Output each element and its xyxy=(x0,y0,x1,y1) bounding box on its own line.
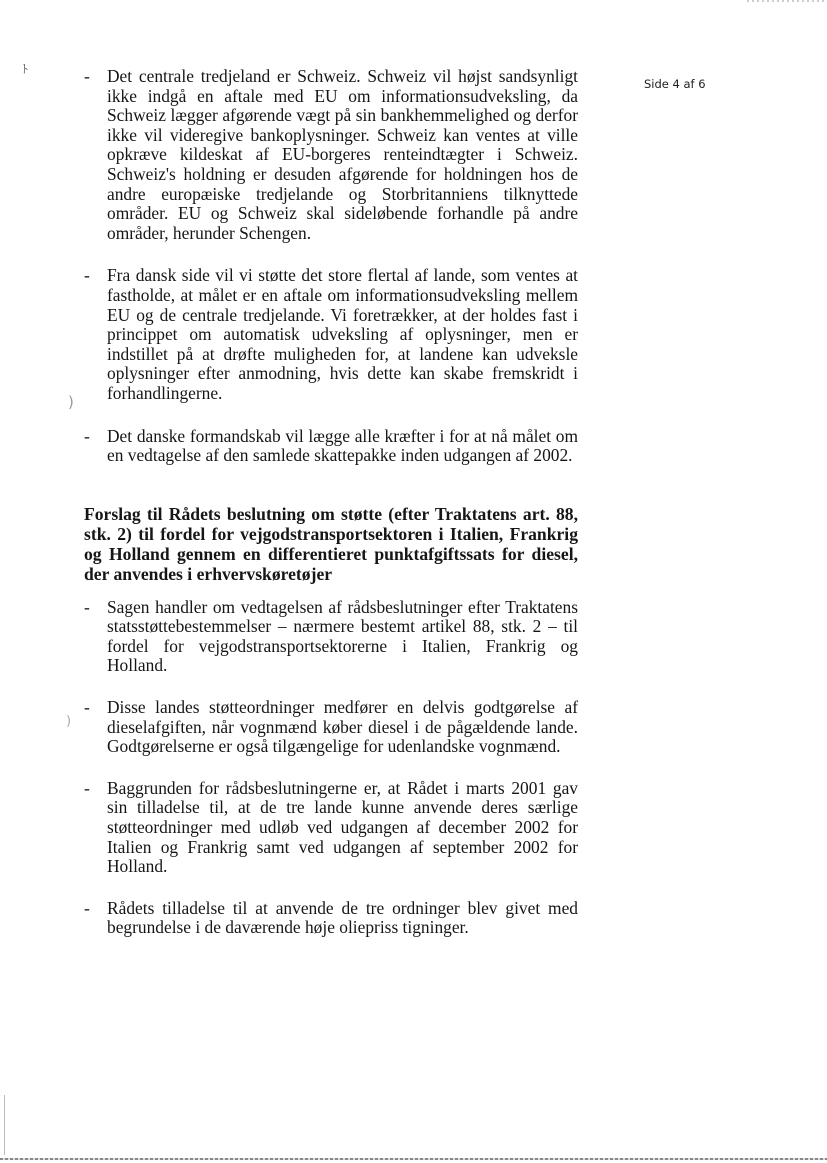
list-item xyxy=(84,779,578,877)
bullet-dash: - xyxy=(84,265,90,286)
bullet-text: Baggrunden for rådsbeslutningerne er, at Rådet i marts 2001 gav sin tilladelse til, at de tre lande kunne anvende deres særlige støtteordninger med udløb ved udgangen af december 2002 for Italien og Frankrig samt ved udgangen af september 2002 for Holland. xyxy=(107,777,578,877)
scan-mark-paren-icon: ) xyxy=(68,393,74,411)
scan-edge-artifact xyxy=(747,0,827,2)
bullet-text: Det danske formandskab vil lægge alle kræfter i for at nå målet om en vedtagelse af den samlede skattepakke inden udgangen af 2002. xyxy=(107,425,578,466)
document-body xyxy=(84,67,578,938)
bullet-dash: - xyxy=(84,897,90,918)
bullet-dash: - xyxy=(84,66,90,86)
bullet-dash: - xyxy=(84,697,90,718)
bullet-dash: - xyxy=(84,596,90,617)
bullet-dash: - xyxy=(84,425,90,446)
bullet-text: Fra dansk side vil vi støtte det store flertal af lande, som ventes at fastholde, at målet er en aftale om informationsudveksling mellem EU og de centrale tredjelande. Vi foretrækker, at der holdes fast i princippet om automatisk udveksling af oplysninger, men er indstillet på at drøfte muligheden for, at landene kan udveksle oplysninger efter anmodning, hvis dette kan skabe fremskridt i forhandlingerne. xyxy=(107,265,578,403)
bullet-text: Sagen handler om vedtagelsen af rådsbeslutninger efter Traktatens statsstøttebestemmelser – nærmere bestemt artikel 88, stk. 2 – til fordel for vejgodstransportsektorerne i Italien, Frankrig og Holland. xyxy=(107,596,578,676)
bullet-text: Det centrale tredjeland er Schweiz. Schweiz vil højst sandsynligt ikke indgå en aftale med EU om informationsudveksling, da Schweiz lægger afgørende vægt på sin bankhemmelighed og derfor ikke vil videregive bankoplysninger. Schweiz kan ventes at ville opkræve kildeskat af EU-borgeres renteindtægter i Schweiz. Schweiz's holdning er desuden afgørende for holdningen hos de andre europæiske tredjelande og Storbritanniens tilknyttede områder. EU og Schweiz skal sideløbende forhandle på andre områder, herunder Schengen. xyxy=(107,66,578,243)
section-heading: Forslag til Rådets beslutning om støtte (efter Traktatens art. 88, stk. 2) til fordel for vejgodstransportsektoren i Italien, Frankrig og Holland gennem en differentieret punktafgiftssats for diesel, der anvendes i erhvervskøretøjer xyxy=(84,503,578,584)
list-item xyxy=(84,67,578,243)
list-item xyxy=(84,698,578,757)
bullet-text: Disse landes støtteordninger medfører en delvis godtgørelse af dieselafgiften, når vognmænd køber diesel i de pågældende lande. Godtgørelserne er også tilgængelige for udenlandske vognmænd. xyxy=(107,697,578,757)
bullet-dash: - xyxy=(84,777,90,798)
list-item xyxy=(84,266,578,403)
bullet-text: Rådets tilladelse til at anvende de tre ordninger blev givet med begrundelse i de daværende høje oliepriss tigninger. xyxy=(107,897,578,938)
list-item xyxy=(84,899,578,938)
scan-margin-line xyxy=(4,1095,5,1155)
scan-bottom-edge xyxy=(0,1158,827,1160)
list-item xyxy=(84,598,578,676)
page-number: Side 4 af 6 xyxy=(644,77,706,91)
list-item xyxy=(84,427,578,466)
scan-mark-hook-icon: ﾄ xyxy=(22,62,29,76)
scan-mark-paren-icon: ) xyxy=(66,714,72,729)
